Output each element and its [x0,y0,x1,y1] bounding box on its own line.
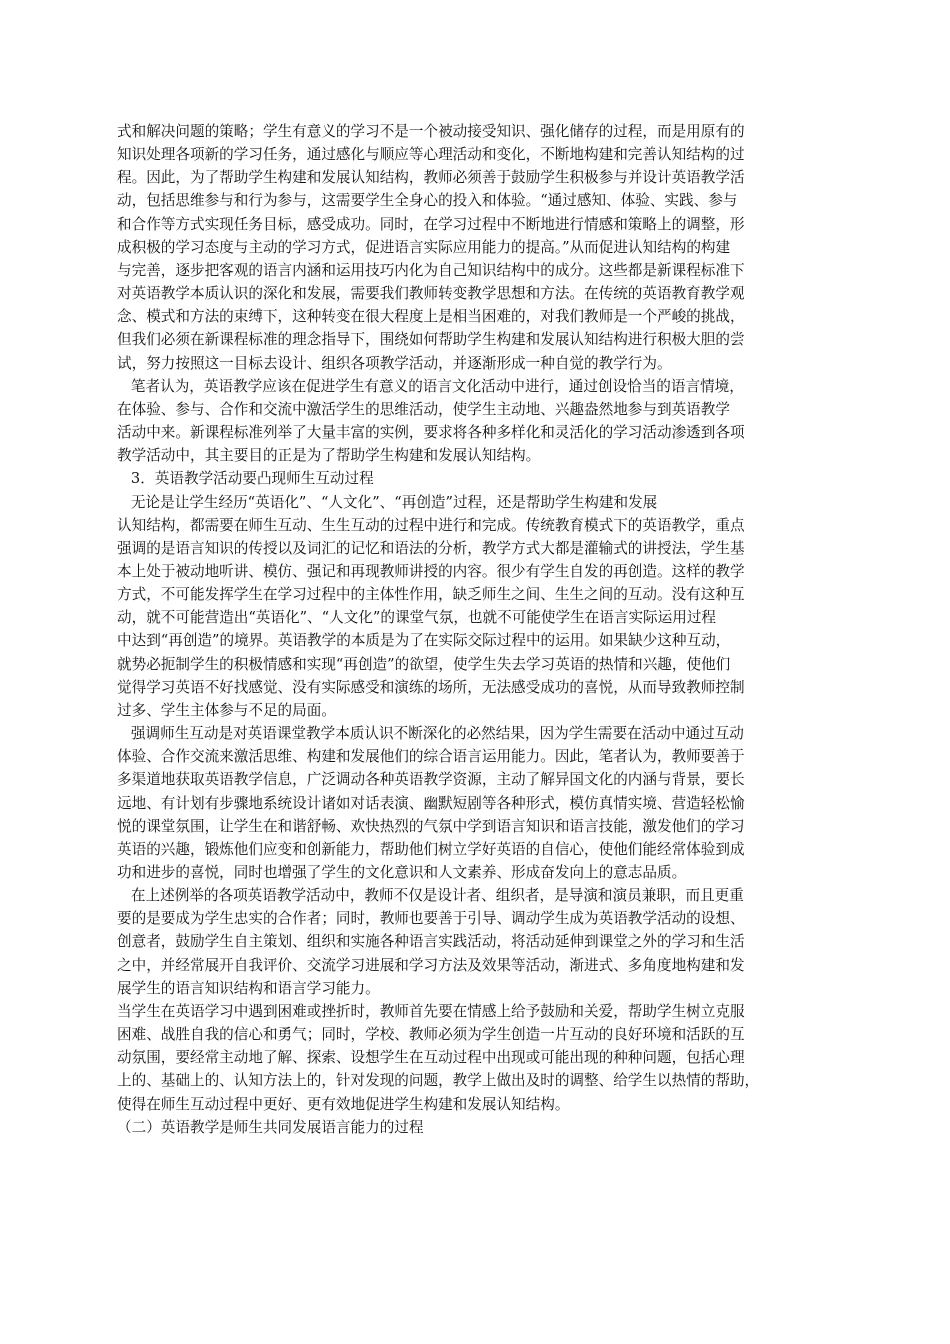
text-line: 知识处理各项新的学习任务，通过感化与顺应等心理活动和变化，不断地构建和完善认知结构的过 [117,146,745,164]
text-line: 3．英语教学活动要凸现师生互动过程 [117,470,374,488]
text-line: 与完善，逐步把客观的语言内涵和运用技巧内化为自己知识结构中的成分。这些都是新课程标准下 [117,261,745,279]
text-line: 困难、战胜自我的信心和勇气；同时，学校、教师必须为学生创造一片互动的良好环境和活跃的互 [117,1026,745,1044]
paragraph [117,375,839,468]
text-line: 但我们必须在新课程标准的理念指导下，围绕如何帮助学生构建和发展认知结构进行积极大胆的尝 [117,331,745,349]
text-line: 认知结构，都需要在师生互动、生生互动的过程中进行和完成。传统教育模式下的英语教学，重点 [117,516,745,534]
text-line: 当学生在英语学习中遇到困难或挫折时，教师首先要在情感上给予鼓励和关爱，帮助学生树立克服 [117,1002,745,1020]
paragraph [117,1000,839,1116]
text-line: （二）英语教学是师生共同发展语言能力的过程 [117,1118,424,1136]
text-line: 创意者，鼓励学生自主策划、组织和实施各种语言实践活动，将活动延伸到课堂之外的学习和生活 [117,933,745,951]
text-line: 无论是让学生经历“英语化”、“人文化”、“再创造”过程，还是帮助学生构建和发展 [117,493,658,511]
text-line: 和合作等方式实现任务目标，感受成功。同时，在学习过程中不断地进行情感和策略上的调整，形 [117,215,745,233]
text-line: 使得在师生互动过程中更好、更有效地促进学生构建和发展认知结构。 [117,1095,570,1113]
paragraph [117,884,839,1000]
text-line: 在体验、参与、合作和交流中激活学生的思维活动，使学生主动地、兴趣盎然地参与到英语教学 [117,400,730,418]
text-line: 对英语教学本质认识的深化和发展，需要我们教师转变教学思想和方法。在传统的英语教育教学观 [117,285,745,303]
text-line: 要的是要成为学生忠实的合作者；同时，教师也要善于引导、调动学生成为英语教学活动的设想、 [117,910,745,928]
text-line: 中达到“再创造”的境界。英语教学的本质是为了在实际交际过程中的运用。如果缺少这种互动， [117,632,731,650]
text-line: 在上述例举的各项英语教学活动中，教师不仅是设计者、组织者，是导演和演员兼职，而且更重 [117,887,744,905]
text-line: 程。因此，为了帮助学生构建和发展认知结构，教师必须善于鼓励学生积极参与并设计英语教学活 [117,169,745,187]
text-line: 活动中来。新课程标准列举了大量丰富的实例，要求将各种多样化和灵活化的学习活动渗透到各项 [117,424,745,442]
text-line: 动，就不可能营造出“英语化”、“人文化”的课堂气氛，也就不可能使学生在语言实际运用过程 [117,609,717,627]
text-line: 功和进步的喜悦，同时也增强了学生的文化意识和人文素养、形成奋发向上的意志品质。 [117,864,687,881]
text-line: 远地、有计划有步骤地系统设计诸如对话表演、幽默短剧等各种形式，模仿真情实境、营造轻松愉 [117,794,745,812]
text-line: 悦的课堂氛围，让学生在和谐舒畅、欢快热烈的气氛中学到语言知识和语言技能，激发他们的学习 [117,817,745,835]
text-line: 成积极的学习态度与主动的学习方式，促进语言实际应用能力的提高。”从而促进认知结构的构建 [117,238,731,256]
text-line: 教学活动中，其主要目的正是为了帮助学生构建和发展认知结构。 [117,447,541,465]
text-line: 试，努力按照这一目标去设计、组织各项教学活动，并逐渐形成一种自觉的教学行为。 [117,354,672,372]
text-line: 念、模式和方法的束缚下，这种转变在很大程度上是相当困难的，对我们教师是一个严峻的挑战， [117,308,745,326]
document-body [117,120,839,1139]
text-line: 动，包括思维参与和行为参与，这需要学生全身心的投入和体验。“通过感知、体验、实践、参与 [117,192,738,210]
text-line: 觉得学习英语不好找感觉、没有实际感受和演练的场所，无法感受成功的喜悦，从而导致教师控制 [117,678,745,696]
paragraph [117,1116,839,1139]
paragraph [117,467,839,490]
text-line: 强调师生互动是对英语课堂教学本质认识不断深化的必然结果，因为学生需要在活动中通过互动 [117,725,744,743]
text-line: 强调的是语言知识的传授以及词汇的记忆和语法的分析，教学方式大都是灌输式的讲授法，学生基 [117,539,745,557]
text-line: 英语的兴趣，锻炼他们应变和创新能力，帮助他们树立学好英语的自信心，使他们能经常体验到成 [117,840,745,858]
text-line: 动氛围，要经常主动地了解、探索、设想学生在互动过程中出现或可能出现的种种问题，包括心理 [117,1049,745,1067]
paragraph [117,722,839,884]
text-line: 过多、学生主体参与不足的局面。 [117,701,336,719]
paragraph [117,120,839,375]
text-line: 体验、合作交流来激活思维、构建和发展他们的综合语言运用能力。因此，笔者认为，教师要善于 [117,748,745,766]
text-line: 多渠道地获取英语教学信息，广泛调动各种英语教学资源，主动了解异国文化的内涵与背景，要长 [117,771,745,789]
text-line: 之中，并经常展开自我评价、交流学习进展和学习方法及效果等活动，渐进式、多角度地构建和发 [117,956,745,974]
paragraph [117,491,839,723]
text-line: 展学生的语言知识结构和语言学习能力。 [117,979,380,997]
text-line: 方式，不可能发挥学生在学习过程中的主体性作用，缺乏师生之间、生生之间的互动。没有这种互 [117,586,745,604]
text-line: 笔者认为，英语教学应该在促进学生有意义的语言文化活动中进行，通过创设恰当的语言情境， [117,377,744,395]
text-line: 上的、基础上的、认知方法上的，针对发现的问题，教学上做出及时的调整、给学生以热情的帮助， [117,1072,760,1090]
text-line: 式和解决问题的策略；学生有意义的学习不是一个被动接受知识、强化储存的过程，而是用原有的 [117,123,745,140]
text-line: 本上处于被动地听讲、模仿、强记和再现教师讲授的内容。很少有学生自发的再创造。这样的教学 [117,562,745,580]
text-line: 就势必扼制学生的积极情感和实现“再创造”的欲望，使学生失去学习英语的热情和兴趣，使他们 [117,655,731,673]
